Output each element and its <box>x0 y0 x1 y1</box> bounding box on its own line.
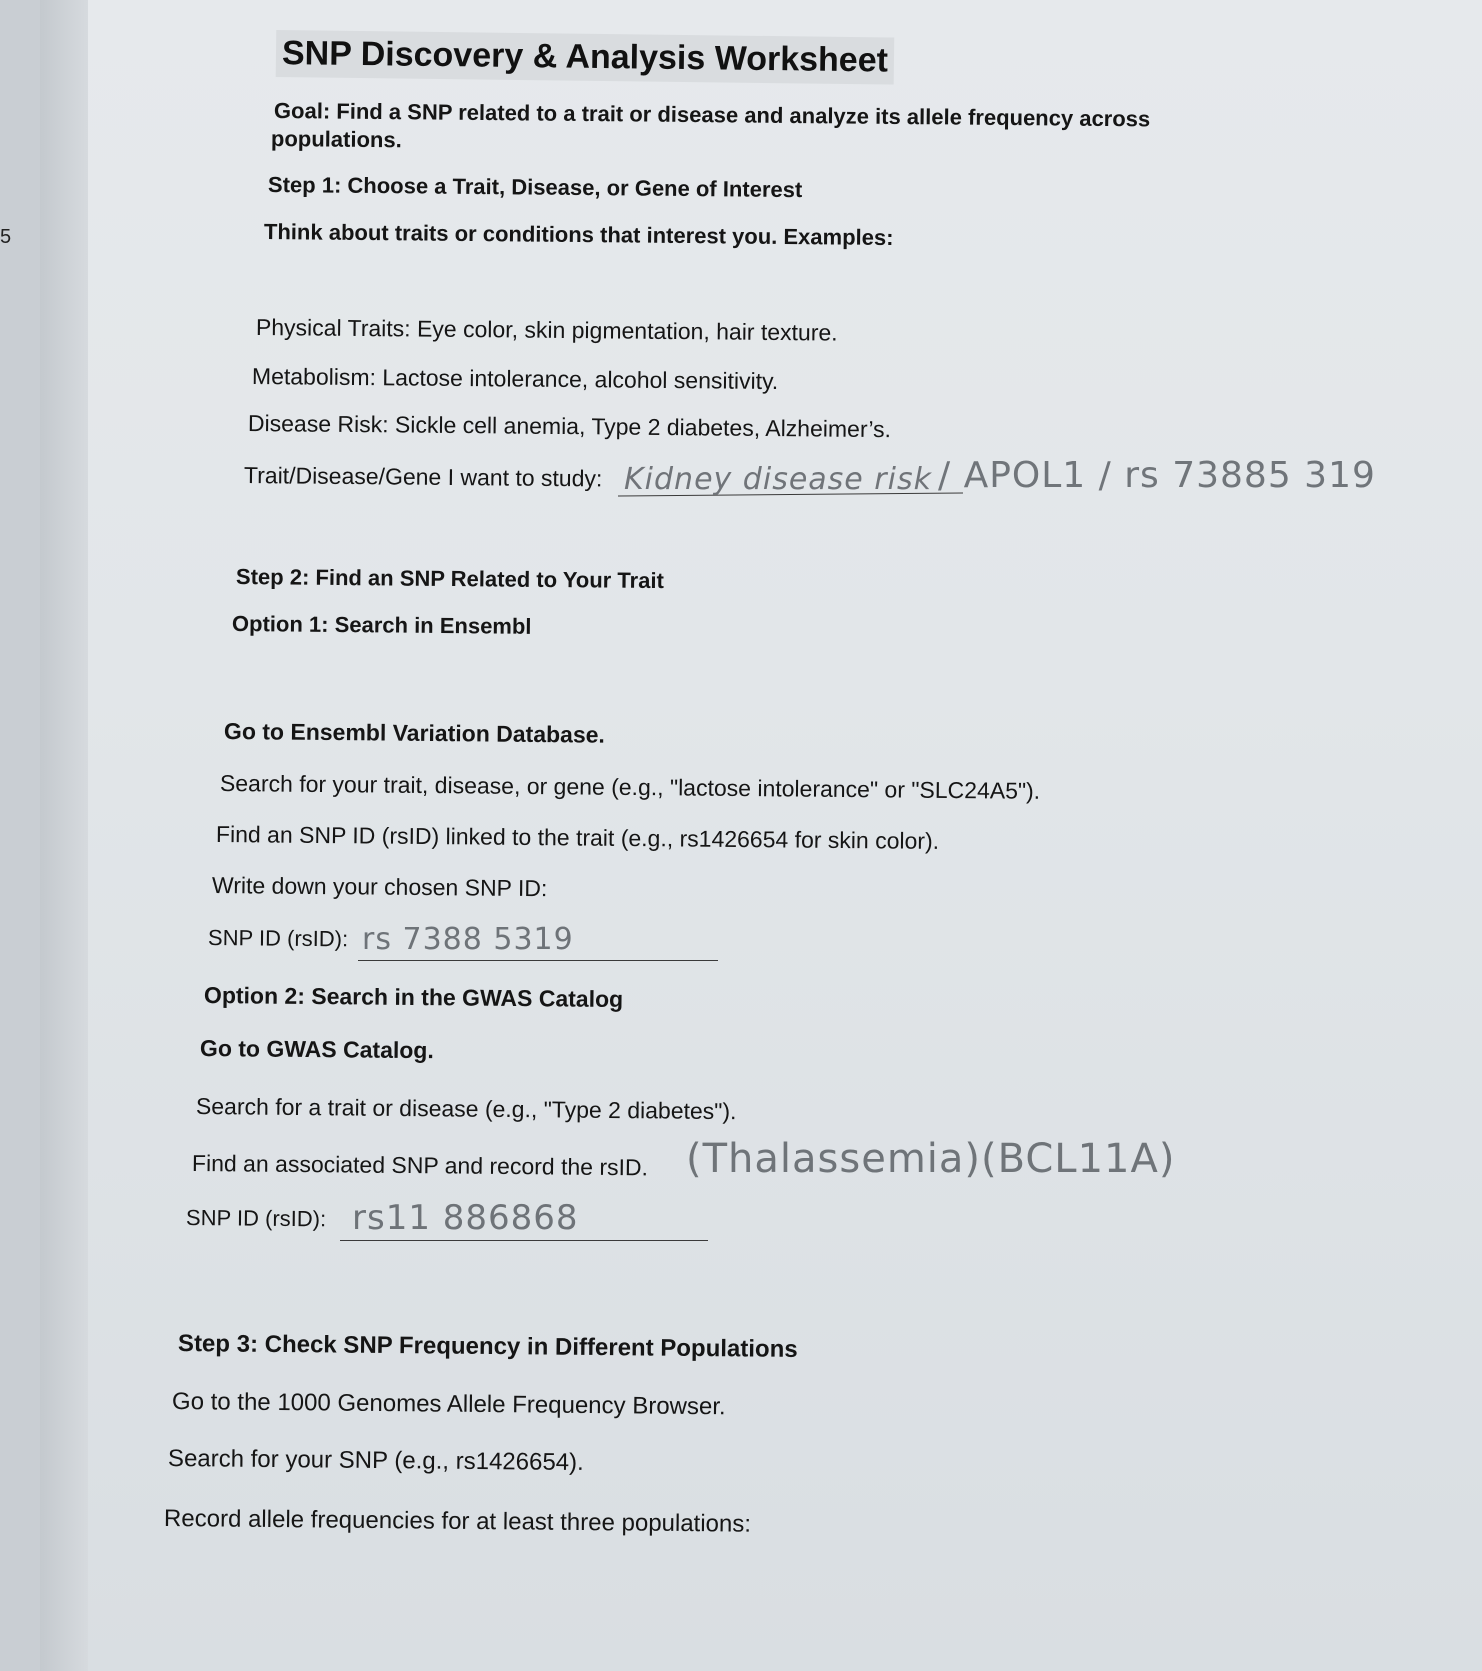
option1-find: Find an SNP ID (rsID) linked to the trait (e.g., rs1426654 for skin color). <box>215 821 940 854</box>
option2-snp-answer-line <box>340 1240 708 1241</box>
study-label: Trait/Disease/Gene I want to study: <box>243 462 603 492</box>
goal-text: Goal: Find a SNP related to a trait or disease and analyze its allele frequency across <box>273 98 1151 132</box>
option1-go-to: Go to Ensembl Variation Database. <box>223 718 606 748</box>
option2-find: Find an associated SNP and record the rsID. <box>191 1150 649 1181</box>
step3-heading: Step 3: Check SNP Frequency in Different Populations <box>177 1330 798 1363</box>
example-disease-risk: Disease Risk: Sickle cell anemia, Type 2 diabetes, Alzheimer’s. <box>247 410 892 443</box>
page-title: SNP Discovery & Analysis Worksheet <box>276 30 895 85</box>
option1-write: Write down your chosen SNP ID: <box>211 872 548 902</box>
study-answer: Kidney disease risk <box>624 462 932 497</box>
option2-go-to: Go to GWAS Catalog. <box>199 1035 434 1064</box>
stray-mark: 5 <box>0 226 12 248</box>
step3-record: Record allele frequencies for at least three populations: <box>163 1505 752 1538</box>
option2-heading: Option 2: Search in the GWAS Catalog <box>203 982 624 1013</box>
step1-heading: Step 1: Choose a Trait, Disease, or Gene of Interest <box>267 172 803 203</box>
step3-go-to: Go to the 1000 Genomes Allele Frequency Browser. <box>171 1388 726 1421</box>
step3-search: Search for your SNP (e.g., rs1426654). <box>167 1445 584 1476</box>
step2-heading: Step 2: Find an SNP Related to Your Trait <box>235 564 664 594</box>
study-answer-extra: / APOL1 / rs 73885 319 <box>938 455 1376 496</box>
goal-text-continued: populations. <box>270 126 402 153</box>
option2-snp-answer: rs11 886868 <box>352 1198 579 1238</box>
example-metabolism: Metabolism: Lactose intolerance, alcohol sensitivity. <box>251 363 779 395</box>
option2-search: Search for a trait or disease (e.g., "Type 2 diabetes"). <box>195 1093 737 1125</box>
option1-snp-label: SNP ID (rsID): <box>207 925 349 952</box>
option1-snp-answer: rs 7388 5319 <box>362 922 574 957</box>
option1-search: Search for your trait, disease, or gene (e.g., "lactose intolerance" or "SLC24A5"). <box>219 770 1041 804</box>
step1-intro: Think about traits or conditions that interest you. Examples: <box>263 219 894 251</box>
option1-heading: Option 1: Search in Ensembl <box>231 611 532 639</box>
option2-snp-label: SNP ID (rsID): <box>185 1205 327 1232</box>
option2-find-note: (Thalassemia)(BCL11A) <box>686 1136 1176 1182</box>
page-edge-shadow <box>40 0 88 1671</box>
option1-snp-answer-line <box>358 960 718 961</box>
example-physical-traits: Physical Traits: Eye color, skin pigmentation, hair texture. <box>255 314 838 346</box>
